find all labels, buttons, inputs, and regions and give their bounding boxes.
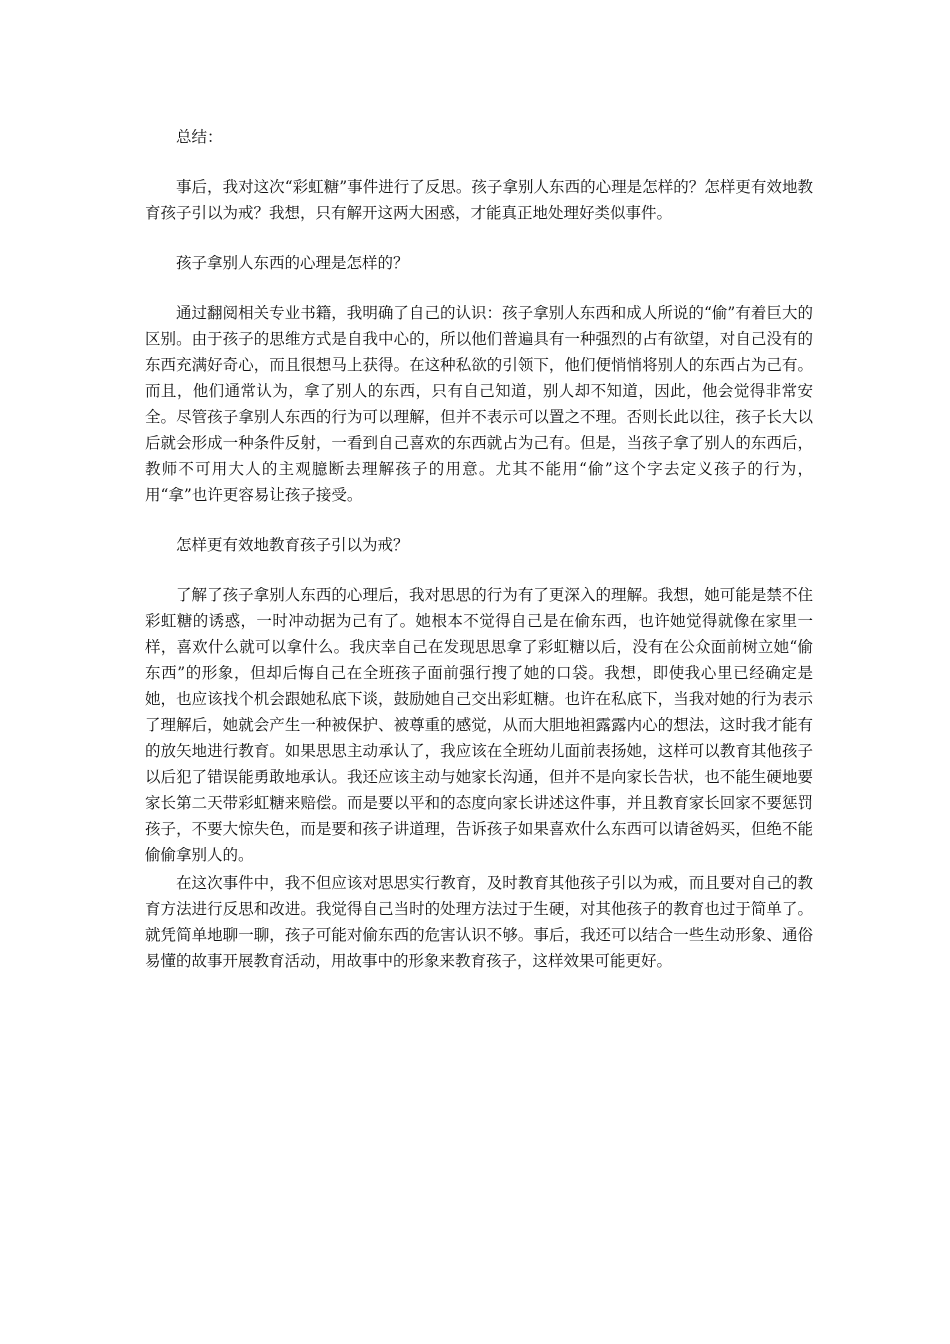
paragraph-conclusion: 在这次事件中，我不但应该对思思实行教育，及时教育其他孩子引以为戒，而且要对自己的教育方法进行反思和改进。我觉得自己当时的处理方法过于生硬，对其他孩子的教育也过于简单了。就凭简单地聊一聊，孩子可能对偷东西的危害认识不够。事后，我还可以结合一些生动形象、通俗易懂的故事开展教育活动，用故事中的形象来教育孩子，这样效果可能更好。	[145, 874, 813, 970]
paragraph-psychology: 通过翻阅相关专业书籍，我明确了自己的认识：孩子拿别人东西和成人所说的“偷”有着巨大的区别。由于孩子的思维方式是自我中心的，所以他们普遍具有一种强烈的占有欲望，对自己没有的东西充满好奇心，而且很想马上获得。在这种私欲的引领下，他们便悄悄将别人的东西占为己有。而且，他们通常认为，拿了别人的东西，只有自己知道，别人却不知道，因此，他会觉得非常安全。尽管孩子拿别人东西的行为可以理解，但并不表示可以置之不理。否则长此以往，孩子长大以后就会形成一种条件反射，一看到自己喜欢的东西就占为己有。但是，当孩子拿了别人的东西后，教师不可用大人的主观臆断去理解孩子的用意。尤其不能用“偷”这个字去定义孩子的行为，用“拿”也许更容易让孩子接受。	[145, 304, 813, 504]
paragraph-education: 了解了孩子拿别人东西的心理后，我对思思的行为有了更深入的理解。我想，她可能是禁不住彩虹糖的诱惑，一时冲动据为己有了。她根本不觉得自己是在偷东西，也许她觉得就像在家里一样，喜欢什么就可以拿什么。我庆幸自己在发现思思拿了彩虹糖以后，没有在公众面前树立她“偷东西”的形象，但却后悔自己在全班孩子面前强行搜了她的口袋。我想，即使我心里已经确定是她，也应该找个机会跟她私底下谈，鼓励她自己交出彩虹糖。也许在私底下，当我对她的行为表示了理解后，她就会产生一种被保护、被尊重的感觉，从而大胆地袒露露内心的想法，这时我才能有的放矢地进行教育。如果思思主动承认了，我应该在全班幼儿面前表扬她，这样可以教育其他孩子以后犯了错误能勇敢地承认。我还应该主动与她家长沟通，但并不是向家长告状，也不能生硬地要家长第二天带彩虹糖来赔偿。而是要以平和的态度向家长讲述这件事，并且教育家长回家不要惩罚孩子，不要大惊失色，而是要和孩子讲道理，告诉孩子如果喜欢什么东西可以请爸妈买，但绝不能偷偷拿别人的。	[145, 586, 813, 864]
document-body	[145, 124, 813, 974]
question-heading-psychology: 孩子拿别人东西的心理是怎样的？	[176, 254, 409, 272]
question-heading-education: 怎样更有效地教育孩子引以为戒？	[176, 536, 409, 554]
section-heading: 总结：	[176, 128, 223, 146]
paragraph-reflection-intro: 事后，我对这次“彩虹糖”事件进行了反思。孩子拿别人东西的心理是怎样的？怎样更有效地教育孩子引以为戒？我想，只有解开这两大困惑，才能真正地处理好类似事件。	[145, 178, 813, 222]
